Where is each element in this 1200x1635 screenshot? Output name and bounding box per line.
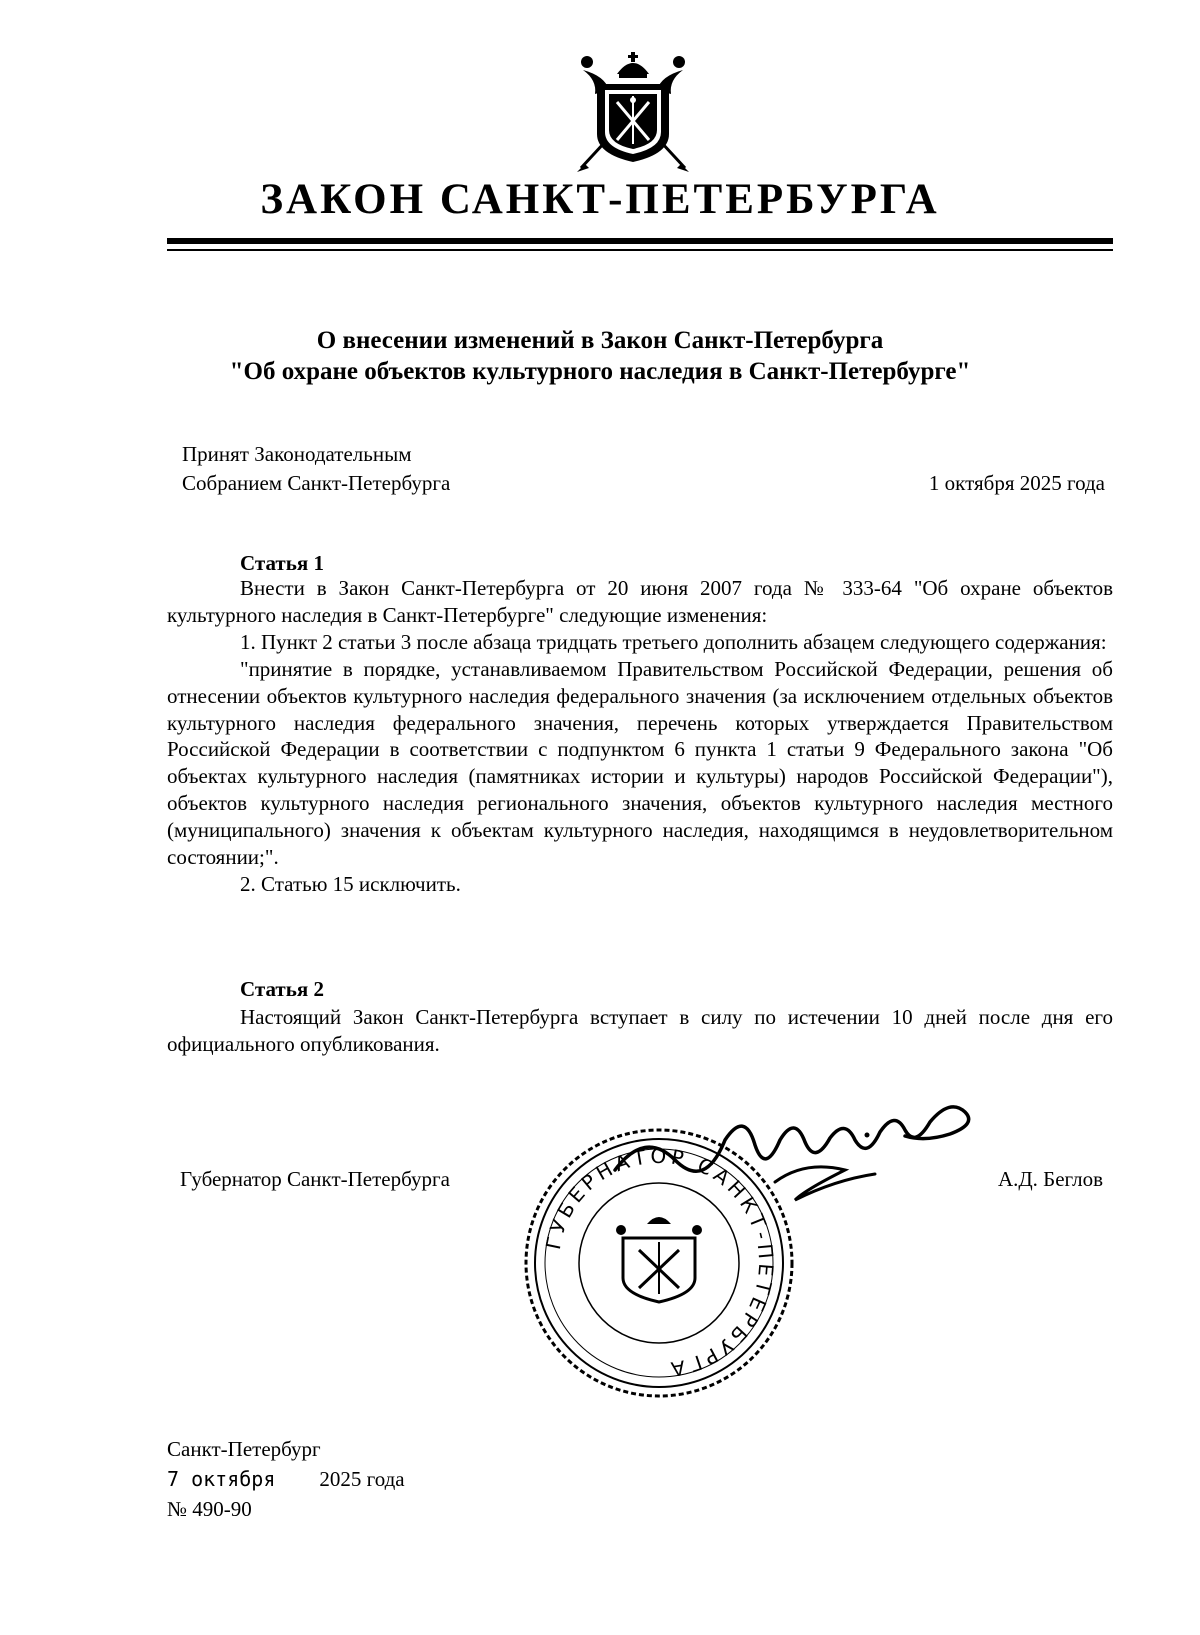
governor-title: Губернатор Санкт-Петербурга [180, 1167, 450, 1191]
governor-name: А.Д. Беглов [997, 1167, 1103, 1191]
coat-of-arms-icon [575, 50, 691, 176]
place: Санкт-Петербург [167, 1437, 321, 1461]
law-title [0, 325, 1200, 387]
handwritten-signature-icon [605, 1100, 1005, 1210]
article1-paragraph: "принятие в порядке, устанавливаемом Правительством Российской Федерации, решения об отнесении объектов культурного наследия федерального значения (за исключением отдельных объектов культурного наследия федерального значения, перечень которых утверждается Правительством Российской Федерации в соответствии с подпунктом 6 пункта 1 статьи 9 Федерального закона "Об объектах культурного наследия (памятниках истории и культуры) народов Российской Федерации"), объектов культурного наследия регионального значения, объектов культурного наследия местного (муниципального) значения к объектам культурного наследия, находящимся в неудовлетворительном состоянии;". [167, 656, 1113, 870]
article2-paragraph: Настоящий Закон Санкт-Петербурга вступает в силу по истечении 10 дней после дня его официального опубликования. [167, 1005, 1113, 1056]
place-date-number [167, 1434, 405, 1524]
article1-heading: Статья 1 [240, 551, 324, 575]
seal-text: ГУБЕРНАТОР САНКТ-ПЕТЕРБУРГА [540, 1143, 779, 1382]
heading-rule-thick [167, 238, 1113, 244]
law-number: № 490-90 [167, 1497, 252, 1521]
adoption-body [182, 440, 450, 498]
adoption-line1: Принят Законодательным [182, 442, 412, 466]
document-heading: ЗАКОН САНКТ-ПЕТЕРБУРГА [260, 176, 940, 223]
adoption-line2: Собранием Санкт-Петербурга [182, 471, 451, 495]
article1-paragraph: 2. Статью 15 исключить. [240, 871, 461, 896]
signing-date-day-month: 7 октября [167, 1467, 276, 1491]
signing-date [167, 1464, 405, 1494]
law-title-line2: "Об охране объектов культурного наследия в Санкт-Петербурге" [229, 358, 971, 385]
heading-rule-thin [167, 249, 1113, 251]
article1-body [167, 575, 1113, 898]
signing-date-year: 2025 года [319, 1467, 405, 1491]
article2-body [167, 1004, 1113, 1058]
article1-paragraph: 1. Пункт 2 статьи 3 после абзаца тридцать третьего дополнить абзацем следующего содержания: [240, 629, 1107, 654]
article1-paragraph: Внести в Закон Санкт-Петербурга от 20 июня 2007 года № 333-64 "Об охране объектов культурного наследия в Санкт-Петербурге" следующие изменения: [167, 576, 1113, 627]
law-title-line1: О внесении изменений в Закон Санкт-Петербурга [316, 327, 884, 354]
adoption-date: 1 октября 2025 года [928, 471, 1105, 495]
article2-heading: Статья 2 [240, 977, 324, 1001]
